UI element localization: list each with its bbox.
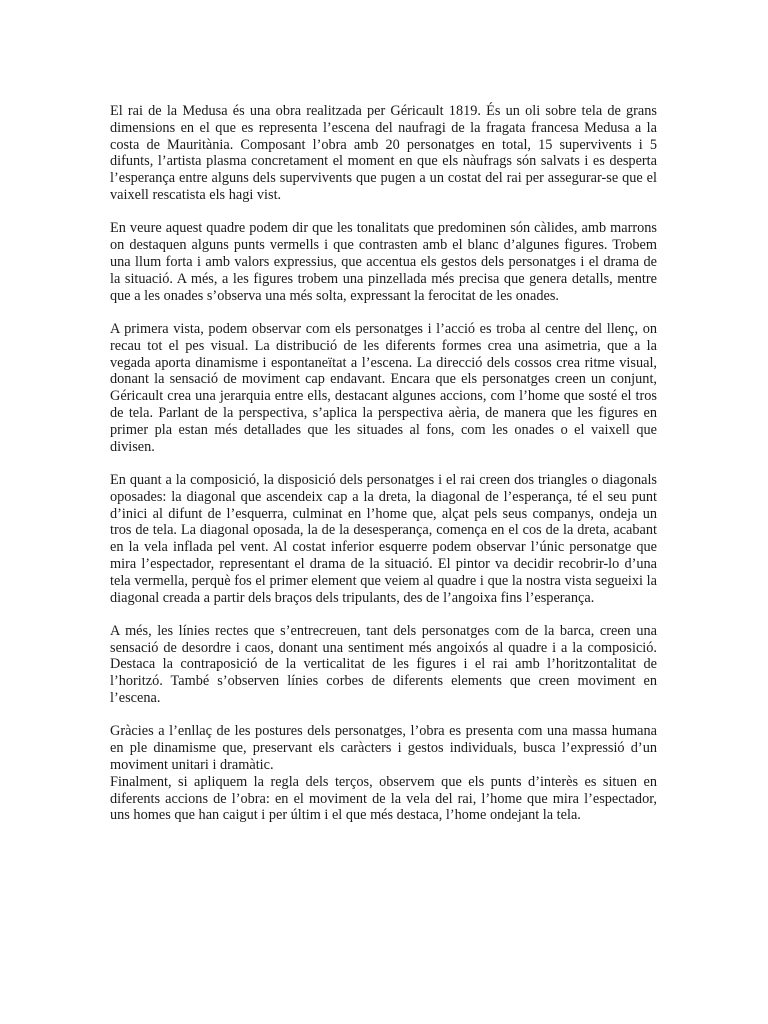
paragraph-7: Finalment, si apliquem la regla dels terços, observem que els punts d’interès es situen en diferents accions de l’obra: en el moviment de la vela del rai, l’home que mira l’espectador, uns homes que han caigut i per últim i el que més destaca, l’home ondejant la tela. (110, 773, 657, 824)
paragraph-5: A més, les línies rectes que s’entrecreuen, tant dels personatges com de la barca, creen una sensació de desordre i caos, donant una sentiment més angoixós al quadre i a la composició. Destaca la contraposició de la verticalitat de les figures i el rai amb l’horitzontalitat de l’horitzó. També s’observen línies corbes de diferents elements que creen moviment en l’escena. (110, 622, 657, 707)
paragraph-3: A primera vista, podem observar com els personatges i l’acció es troba al centre del llenç, on recau tot el pes visual. La distribució de les diferents formes crea una asimetria, que a la vegada aporta dinamisme i espontaneïtat a l’escena. La direcció dels cossos crea ritme visual, donant la sensació de moviment cap endavant. Encara que els personatges creen un conjunt, Géricault crea una jerarquia entre ells, destacant algunes accions, com l’home que sosté el tros de tela. Parlant de la perspectiva, s’aplica la perspectiva aèria, de manera que les figures en primer pla estan més detallades que les situades al fons, com les onades o el vaixell que divisen. (110, 320, 657, 455)
paragraph-1: El rai de la Medusa és una obra realitzada per Géricault 1819. És un oli sobre tela de grans dimensions en el que es representa l’escena del naufragi de la fragata francesa Medusa a la costa de Mauritània. Composant l’obra amb 20 personatges en total, 15 supervivents i 5 difunts, l’artista plasma concretament el moment en que els nàufrags són salvats i es desperta l’esperança entre alguns dels supervivents que pugen a un costat del rai per assegurar-se que el vaixell rescatista els hagi vist. (110, 103, 657, 203)
paragraph-4: En quant a la composició, la disposició dels personatges i el rai creen dos triangles o diagonals oposades: la diagonal que ascendeix cap a la dreta, la diagonal de l’esperança, té el seu punt d’inici al difunt de l’esquerra, culminat en l’home que, alçat pels seus companys, ondeja un tros de tela. La diagonal oposada, la de la desesperança, comença en el cos de la dreta, acabant en la vela inflada pel vent. Al costat inferior esquerre podem observar l’únic personatge que mira l’espectador, representant el drama de la situació. El pintor va decidir recobrir-lo d’una tela vermella, perquè fos el primer element que veiem al quadre i que la nostra vista segueixi la diagonal creada a partir dels braços dels tripulants, des de l’angoixa fins l’esperança. (110, 471, 657, 606)
paragraph-2: En veure aquest quadre podem dir que les tonalitats que predominen són càlides, amb marrons on destaquen alguns punts vermells i que contrasten amb el blanc d’algunes figures. Trobem una llum forta i amb valors expressius, que accentua els gestos dels personatges i el drama de la situació. A més, a les figures trobem una pinzellada més precisa que genera detalls, mentre que a les onades s’observa una més solta, expressant la ferocitat de les onades. (110, 220, 657, 304)
paragraph-6: Gràcies a l’enllaç de les postures dels personatges, l’obra es presenta com una massa humana en ple dinamisme que, preservant els caràcters i gestos individuals, busca l’expressió d’un moviment unitari i dramàtic. (110, 723, 657, 774)
document-page (110, 103, 657, 841)
